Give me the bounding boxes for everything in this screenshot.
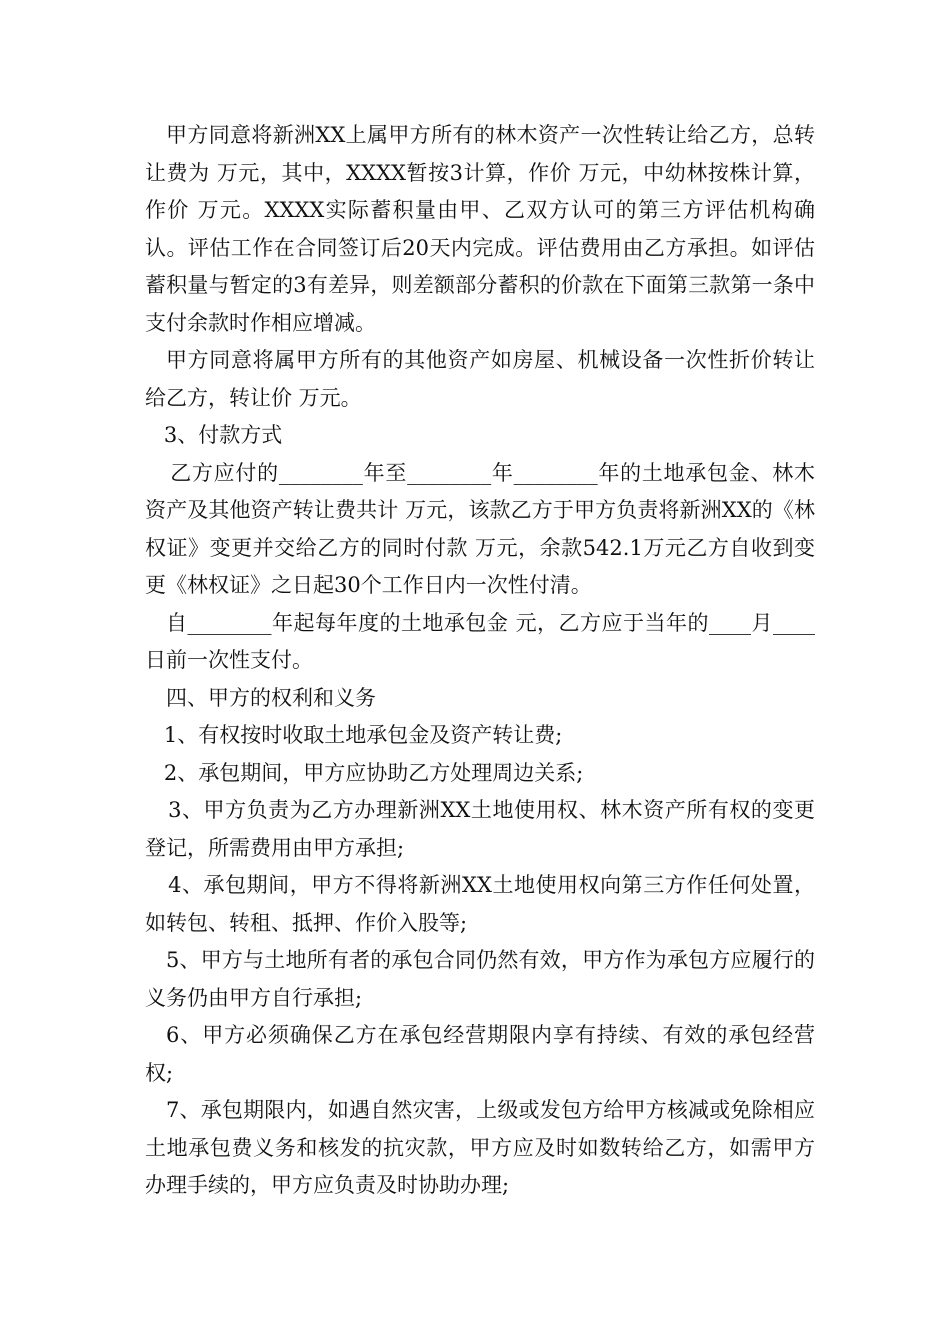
document-body: [145, 117, 815, 1205]
list-item-right-1: 1、有权按时收取土地承包金及资产转让费;: [163, 723, 563, 747]
list-item-right-7: 7、承包期限内，如遇自然灾害，上级或发包方给甲方核减或免除相应土地承包费义务和核发的抗灾款，甲方应及时如数转给乙方，如需甲方办理手续的，甲方应负责及时协助办理;: [145, 1098, 815, 1197]
section-heading-party-a-rights: 四、甲方的权利和义务: [166, 685, 376, 710]
list-item-right-3: 3、甲方负责为乙方办理新洲XX土地使用权、林木资产所有权的变更登记，所需费用由甲方承担;: [145, 798, 815, 860]
list-item-right-4: 4、承包期间，甲方不得将新洲XX土地使用权向第三方作任何处置，如转包、转租、抵押、作价入股等;: [145, 873, 815, 935]
paragraph-payment-terms: 乙方应付的________年至________年________年的土地承包金、林木资产及其他资产转让费共计 万元，该款乙方于甲方负责将新洲XX的《林权证》变更并交给乙方的同时付款 万元，余款542.1万元乙方自收到变更《林权证》之日起30个工作日内一次性付清。: [145, 460, 815, 597]
section-heading-payment-method: 3、付款方式: [163, 423, 283, 447]
paragraph-other-asset-transfer: 甲方同意将属甲方所有的其他资产如房屋、机械设备一次性折价转让给乙方，转让价 万元。: [145, 348, 815, 410]
paragraph-annual-fee: 自________年起每年度的土地承包金 元，乙方应于当年的____月____日前一次性支付。: [145, 610, 815, 672]
list-item-right-5: 5、甲方与土地所有者的承包合同仍然有效，甲方作为承包方应履行的义务仍由甲方自行承担;: [145, 948, 815, 1010]
list-item-right-2: 2、承包期间，甲方应协助乙方处理周边关系;: [163, 760, 584, 785]
list-item-right-6: 6、甲方必须确保乙方在承包经营期限内享有持续、有效的承包经营权;: [145, 1023, 815, 1085]
paragraph-forest-asset-transfer: 甲方同意将新洲XX上属甲方所有的林木资产一次性转让给乙方，总转让费为 万元，其中，XXXX暂按3计算，作价 万元，中幼林按株计算，作价 万元。XXXX实际蓄积量由甲、乙双方认可的第三方评估机构确认。评估工作在合同签订后20天内完成。评估费用由乙方承担。如评估蓄积量与暂定的3有差异，则差额部分蓄积的价款在下面第三款第一条中支付余款时作相应增减。: [145, 123, 815, 335]
